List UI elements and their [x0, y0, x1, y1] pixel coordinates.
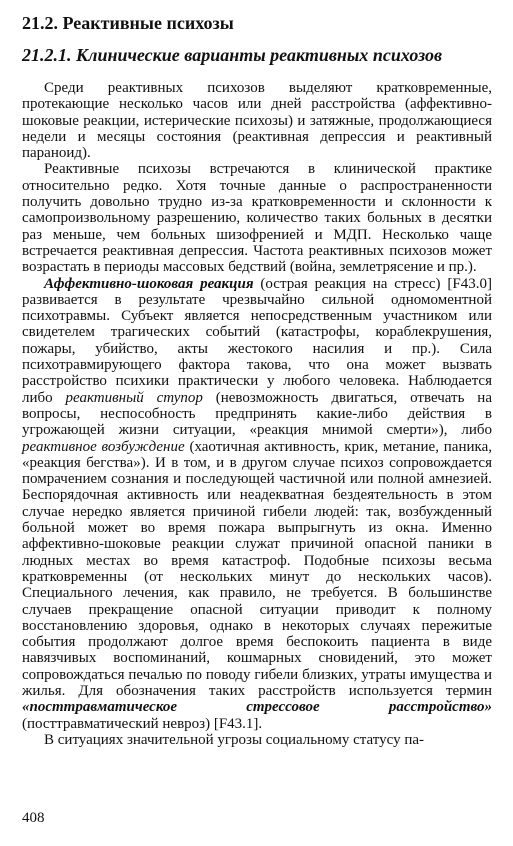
paragraph-1: Среди реактивных психозов выделяют кратковременные, протекающие несколько часов или дней расстройства (аффективно-шоковые реакции, истерические психозы) и затяжные, продолжающиеся недели и месяцы состояния (реактивная депрессия и реактивный параноид). [22, 80, 492, 162]
paragraph-4: В ситуациях значительной угрозы социальному статусу па- [44, 731, 425, 748]
paragraph-2: Реактивные психозы встречаются в клинической практике относительно редко. Хотя точные данные о распространенности получить довольно трудно из-за кратковременности и склонности к самопроизвольному разрешению, количество таких больных в десятки раз меньше, чем больных шизофренией и МДП. Несколько чаще встречается реактивная депрессия. Частота реактивных психозов может возрастать в периоды массовых бедствий (война, землетрясение и пр.). [22, 161, 492, 276]
paragraph-3 [22, 276, 492, 732]
paragraph-3-part-3: (хаотичная активность, крик, метание, паника, «реакция бегства»). И в том, и в другом случае психоз сопровождается помрачением сознания и последующей частичной или полной амнезией. Беспорядочная активность или неадекватная бездеятельность в этом случае нередко является причиной гибели людей: так, возбужденный больной может во время пожара выпрыгнуть из окна. Именно аффективно-шоковые реакции служат причиной опасной паники в людных местах во время катастроф. Подобные психозы весьма кратковременны (от нескольких минут до нескольких часов). Специального лечения, как правило, не требуется. В большинстве случаев прекращение опасной ситуации приводит к полному восстановлению здоровья, однако в некоторых случаях пережитые события продолжают долгое время беспокоить пациента в виде навязчивых воспоминаний, кошмарных сновидений, это может сопровождаться печалью по поводу гибели близких, утраты имущества и жилья. Для обозначения таких расстройств используется термин [22, 438, 492, 699]
term-affective-shock: Аффективно-шоковая реакция [44, 275, 254, 292]
subsection-heading: 21.2.1. Клинические варианты реактивных психозов [22, 45, 443, 65]
page-content [22, 12, 492, 748]
term-ptsd: «посттравматическое стрессовое расстройство» [22, 699, 492, 716]
paragraph-3-part-2: (невозможность двигаться, отвечать на вопросы, неспособность предпринять какие-либо действия в угрожающей жизни ситуации, «реакция мнимой смерти»), либо [22, 389, 492, 439]
paragraph-3-part-4: (посттравматический невроз) [F43.1]. [22, 715, 263, 732]
term-reactive-excitement: реактивное возбуждение [22, 438, 185, 455]
paragraph-3-part-1: (острая реакция на стресс) [F43.0] развивается в результате чрезвычайно сильной одномоментной психотравмы. Субъект является непосредственным участником или свидетелем трагических событий (катастрофы, кораблекрушения, пожары, убийство, акты жестокого насилия и пр.). Сила психотравмирующего фактора такова, что она может вызвать расстройство психики практически у любого человека. Наблюдается либо [22, 275, 492, 406]
page-number: 408 [22, 810, 45, 826]
section-heading: 21.2. Реактивные психозы [22, 13, 234, 33]
term-reactive-stupor: реактивный ступор [65, 389, 203, 406]
